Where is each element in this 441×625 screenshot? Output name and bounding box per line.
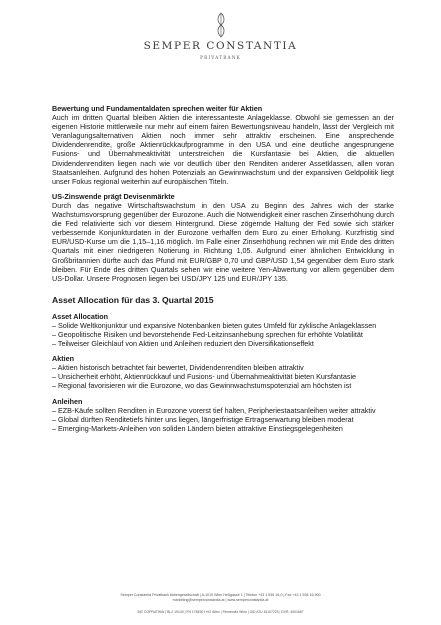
footer-address: Semper Constantia Privatbank Aktiengesellschaft | A-1010 Wien Heßgasse 1 | Telefon +43 1 536 16-0 | Fax +43 1 536 16-900 (120, 593, 321, 597)
anleihen-heading: Anleihen (52, 396, 83, 406)
list-item: – Aktien historisch betrachtet fair bewertet, Dividendenrenditen bleiben attraktiv (52, 363, 304, 373)
section-text-valuation: Auch im dritten Quartal bleiben Aktien die interessanteste Anlageklasse. Obwohl sie gemessen an der eigenen Historie mittlerweile nur mehr auf einem fairen Bewertungsniveau handeln, lässt der Vergleich mit Veranlagungsalternativen Aktien noch immer sehr attraktiv erscheinen. Eine ansprechende Dividendenrendite, große Aktienrückkaufprogramme in den USA und eine deutliche angesprungene Fusions- und Übernahmeaktivität unterstreichen die Kursfantasie bei Aktien, die aktuellen Dividendenrenditen liegen nach wie vor deutlich über den Renditen anderer Assetklassen, allen voran Staatsanleihen. Aufgrund des hohen Potenzials an Gewinnwachstum und der expansiven Geldpolitik liegt unser Fokus regional weiterhin auf europäischen Titeln. (52, 113, 394, 186)
document-body (52, 104, 394, 433)
footer-legal (60, 610, 381, 615)
footer-links: marketing@semperconstantia.at | www.semperconstantia.at (172, 598, 269, 603)
anleihen-list (52, 406, 394, 433)
asset-allocation-list (52, 321, 394, 348)
asset-allocation-heading: Asset Allocation (52, 311, 109, 321)
allocation-heading: Asset Allocation für das 3. Quartal 2015 (52, 294, 214, 305)
list-item: – Emerging-Markets-Anleihen von soliden Ländern bieten attraktive Einstiegsgelegenheiten (52, 423, 343, 433)
section-heading-currency: US-Zinswende prägt Devisenmärkte (52, 191, 175, 201)
aktien-list (52, 363, 394, 390)
logo-name: SEMPER CONSTANTIA (143, 40, 298, 52)
list-item: – Regional favorisieren wir die Eurozone, wo das Gewinnwachstumspotenzial am höchsten ist (52, 381, 352, 391)
list-item: – Solide Weltkonjunktur und expansive Notenbanken bieten gutes Umfeld für zyklische Anlageklassen (52, 320, 377, 330)
logo-subtitle: PRIVATBANK (200, 55, 241, 60)
list-item: – EZB-Käufe sollten Renditen in Eurozone vorerst tief halten, Peripheriestaatsanleihen weiter attraktiv (52, 405, 376, 415)
section-heading-valuation: Bewertung und Fundamentaldaten sprechen weiter für Aktien (52, 104, 263, 113)
section-text-currency: Durch das negative Wirtschaftswachstum in den USA zu Beginn des Jahres wich der starke Wachstumsvorsprung gegenüber der Eurozone. Auch die Notwendigkeit einer raschen Zinserhöhung durch die Fed relativierte sich vor diesem Hintergrund. Diese zögernde Haltung der Fed sowie sich stärker verbessernde Konjunkturdaten in der Eurozone verhalfen dem Euro zu einer Erholung. Kurzfristig sind EUR/USD-Kurse um die 1,15–1,16 möglich. Im Falle einer Zinserhöhung rechnen wir mit Ende des dritten Quartals mit einer niedrigeren Notierung in Richtung 1,05. Aufgrund einer ähnlichen Entwicklung in Großbritannien dürfte auch das Pfund mit EUR/GBP 0,70 und GBP/USD 1,54 gegenüber dem Euro stark bleiben. Für Ende des dritten Quartals sehen wir eine weitere Yen-Abwertung vor allem gegenüber dem US-Dollar. Unsere Prognosen liegen bei USD/JPY 125 und EUR/JPY 135. (52, 200, 394, 283)
bank-logo-icon (213, 12, 229, 38)
aktien-heading: Aktien (52, 354, 74, 364)
list-item: – Unsicherheit erhöht, Aktienrückkauf und Fusions- und Übernahmeaktivität bieten Kursfantasie (52, 372, 357, 382)
list-item: – Global dürften Renditetiefs hinter uns liegen, längerfristige Ertragserwartung bleiben moderat (52, 414, 354, 424)
footer-contact (60, 593, 381, 603)
list-item: – Geopolitische Risiken und bevorstehende Fed-Leitzinsanhebung sprechen für erhöhte Volatilität (52, 329, 363, 339)
footer-registration: BIC COPRATWW | BLZ 19140 | FN 175490 t HG Wien | Firmensitz Wien | UID ATU 61107223 | DVR: 4001687 (137, 610, 304, 614)
list-item: – Teilweiser Gleichlauf von Aktien und Anleihen reduziert den Diversifikationseffekt (52, 339, 314, 349)
